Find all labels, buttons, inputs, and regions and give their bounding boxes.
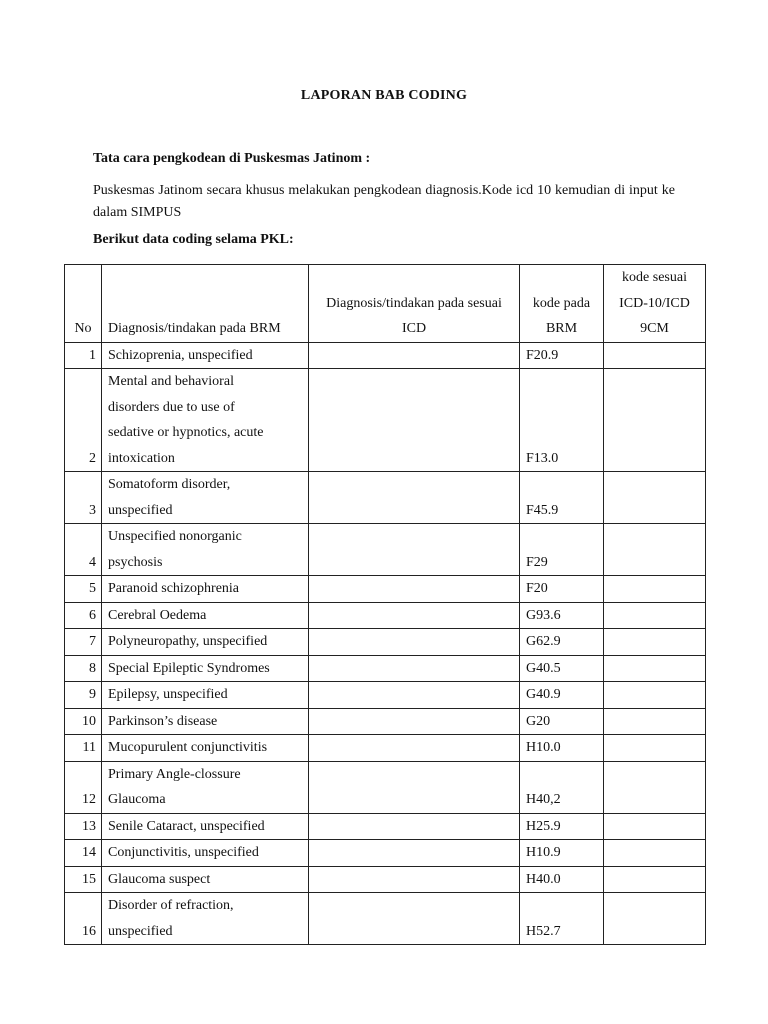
table-row xyxy=(65,866,706,893)
row-code-brm: F13.0 xyxy=(520,369,604,472)
row-diagnosis xyxy=(102,761,309,813)
row-code-brm: G40.9 xyxy=(520,682,604,709)
diagnosis-line: unspecified xyxy=(108,502,173,518)
row-code-icd xyxy=(604,708,706,735)
row-diagnosis xyxy=(102,840,309,867)
row-number: 4 xyxy=(65,524,102,576)
row-diagnosis-icd xyxy=(309,576,520,603)
row-code-brm: G20 xyxy=(520,708,604,735)
row-diagnosis-icd xyxy=(309,893,520,945)
header-code-brm: kode pada BRM xyxy=(520,265,604,343)
row-diagnosis xyxy=(102,682,309,709)
row-diagnosis xyxy=(102,629,309,656)
header-diagnosis-brm: Diagnosis/tindakan pada BRM xyxy=(102,265,309,343)
row-diagnosis-icd xyxy=(309,682,520,709)
diagnosis-line: Glaucoma suspect xyxy=(108,871,211,887)
row-diagnosis-icd xyxy=(309,655,520,682)
row-code-icd xyxy=(604,472,706,524)
row-code-brm: F29 xyxy=(520,524,604,576)
diagnosis-line: Conjunctivitis, unspecified xyxy=(108,845,259,860)
row-code-icd xyxy=(604,893,706,945)
diagnosis-line: Parkinson’s disease xyxy=(108,713,218,729)
row-number: 9 xyxy=(65,682,102,709)
row-diagnosis-icd xyxy=(309,735,520,762)
row-number: 16 xyxy=(65,893,102,945)
row-diagnosis-icd xyxy=(309,761,520,813)
row-diagnosis-icd xyxy=(309,602,520,629)
diagnosis-line: psychosis xyxy=(108,554,163,570)
row-code-icd xyxy=(604,735,706,762)
table-row xyxy=(65,369,706,472)
row-code-brm: H40,2 xyxy=(520,761,604,813)
procedure-paragraph: Puskesmas Jatinom secara khusus melakukan pengkodean diagnosis.Kode icd 10 kemudian di input ke dalam SIMPUS xyxy=(93,183,675,220)
header-diagnosis-icd: Diagnosis/tindakan pada sesuai ICD xyxy=(309,265,520,343)
section-heading-procedure: Tata cara pengkodean di Puskesmas Jatinom : xyxy=(93,151,371,166)
row-number: 13 xyxy=(65,813,102,840)
table-row xyxy=(65,761,706,813)
diagnosis-line: Cerebral Oedema xyxy=(108,607,207,623)
row-diagnosis xyxy=(102,866,309,893)
row-code-icd xyxy=(604,655,706,682)
row-number: 15 xyxy=(65,866,102,893)
table-row xyxy=(65,893,706,945)
diagnosis-line: Glaucoma xyxy=(108,792,166,807)
row-number: 1 xyxy=(65,342,102,369)
section-heading-data: Berikut data coding selama PKL: xyxy=(93,232,294,247)
row-diagnosis-icd xyxy=(309,629,520,656)
table-body xyxy=(65,342,706,945)
row-code-brm: F20 xyxy=(520,576,604,603)
row-diagnosis xyxy=(102,602,309,629)
row-code-brm: H25.9 xyxy=(520,813,604,840)
row-code-icd xyxy=(604,602,706,629)
table-row xyxy=(65,655,706,682)
row-code-brm: G40.5 xyxy=(520,655,604,682)
row-diagnosis-icd xyxy=(309,369,520,472)
row-code-brm: F20.9 xyxy=(520,342,604,369)
row-diagnosis-icd xyxy=(309,472,520,524)
row-number: 11 xyxy=(65,735,102,762)
diagnosis-line: Disorder of refraction, xyxy=(108,898,234,913)
row-code-brm: H10.9 xyxy=(520,840,604,867)
row-number: 5 xyxy=(65,576,102,603)
table-row xyxy=(65,629,706,656)
row-number: 6 xyxy=(65,602,102,629)
row-number: 10 xyxy=(65,708,102,735)
table-row xyxy=(65,735,706,762)
row-code-icd xyxy=(604,369,706,472)
row-number: 12 xyxy=(65,761,102,813)
diagnosis-line: Somatoform disorder, xyxy=(108,477,231,492)
table-row xyxy=(65,813,706,840)
diagnosis-line: Primary Angle-clossure xyxy=(108,766,241,782)
row-code-icd xyxy=(604,866,706,893)
diagnosis-line: Senile Cataract, unspecified xyxy=(108,818,265,834)
table-row xyxy=(65,472,706,524)
row-diagnosis-icd xyxy=(309,866,520,893)
document-title: LAPORAN BAB CODING xyxy=(300,88,468,103)
row-code-icd xyxy=(604,840,706,867)
row-diagnosis-icd xyxy=(309,708,520,735)
diagnosis-line: Polyneuropathy, unspecified xyxy=(108,634,268,649)
table-row xyxy=(65,342,706,369)
table-row xyxy=(65,524,706,576)
diagnosis-line: intoxication xyxy=(108,450,175,466)
diagnosis-line: Paranoid schizophrenia xyxy=(108,581,240,596)
coding-table xyxy=(64,264,706,945)
diagnosis-line: Unspecified nonorganic xyxy=(108,529,242,544)
row-code-icd xyxy=(604,342,706,369)
row-number: 14 xyxy=(65,840,102,867)
row-code-brm: H40.0 xyxy=(520,866,604,893)
header-code-icd: kode sesuai ICD-10/ICD 9CM xyxy=(604,265,706,343)
row-diagnosis xyxy=(102,708,309,735)
row-code-icd xyxy=(604,629,706,656)
row-diagnosis xyxy=(102,342,309,369)
diagnosis-line: disorders due to use of xyxy=(108,399,235,415)
row-diagnosis xyxy=(102,369,309,472)
diagnosis-line: Epilepsy, unspecified xyxy=(108,687,228,702)
row-code-icd xyxy=(604,682,706,709)
diagnosis-line: sedative or hypnotics, acute xyxy=(108,425,264,440)
row-code-brm: H52.7 xyxy=(520,893,604,945)
row-code-icd xyxy=(604,813,706,840)
row-diagnosis xyxy=(102,735,309,762)
header-no: No xyxy=(65,265,102,343)
row-diagnosis xyxy=(102,655,309,682)
row-diagnosis xyxy=(102,472,309,524)
diagnosis-line: Mental and behavioral xyxy=(108,374,234,389)
row-number: 7 xyxy=(65,629,102,656)
row-number: 3 xyxy=(65,472,102,524)
row-diagnosis-icd xyxy=(309,813,520,840)
row-diagnosis xyxy=(102,576,309,603)
diagnosis-line: Schizoprenia, unspecified xyxy=(108,347,253,363)
row-code-brm: H10.0 xyxy=(520,735,604,762)
row-diagnosis xyxy=(102,524,309,576)
row-code-icd xyxy=(604,524,706,576)
diagnosis-line: Mucopurulent conjunctivitis xyxy=(108,740,268,755)
row-diagnosis xyxy=(102,893,309,945)
table-row xyxy=(65,602,706,629)
table-header-row xyxy=(65,265,706,343)
row-diagnosis-icd xyxy=(309,342,520,369)
table-row xyxy=(65,840,706,867)
diagnosis-line: Special Epileptic Syndromes xyxy=(108,660,270,676)
table-row xyxy=(65,708,706,735)
row-diagnosis-icd xyxy=(309,524,520,576)
row-code-icd xyxy=(604,761,706,813)
row-diagnosis-icd xyxy=(309,840,520,867)
row-code-brm: G62.9 xyxy=(520,629,604,656)
row-diagnosis xyxy=(102,813,309,840)
row-number: 2 xyxy=(65,369,102,472)
diagnosis-line: unspecified xyxy=(108,923,173,939)
row-number: 8 xyxy=(65,655,102,682)
row-code-icd xyxy=(604,576,706,603)
row-code-brm: F45.9 xyxy=(520,472,604,524)
table-row xyxy=(65,682,706,709)
row-code-brm: G93.6 xyxy=(520,602,604,629)
table-row xyxy=(65,576,706,603)
